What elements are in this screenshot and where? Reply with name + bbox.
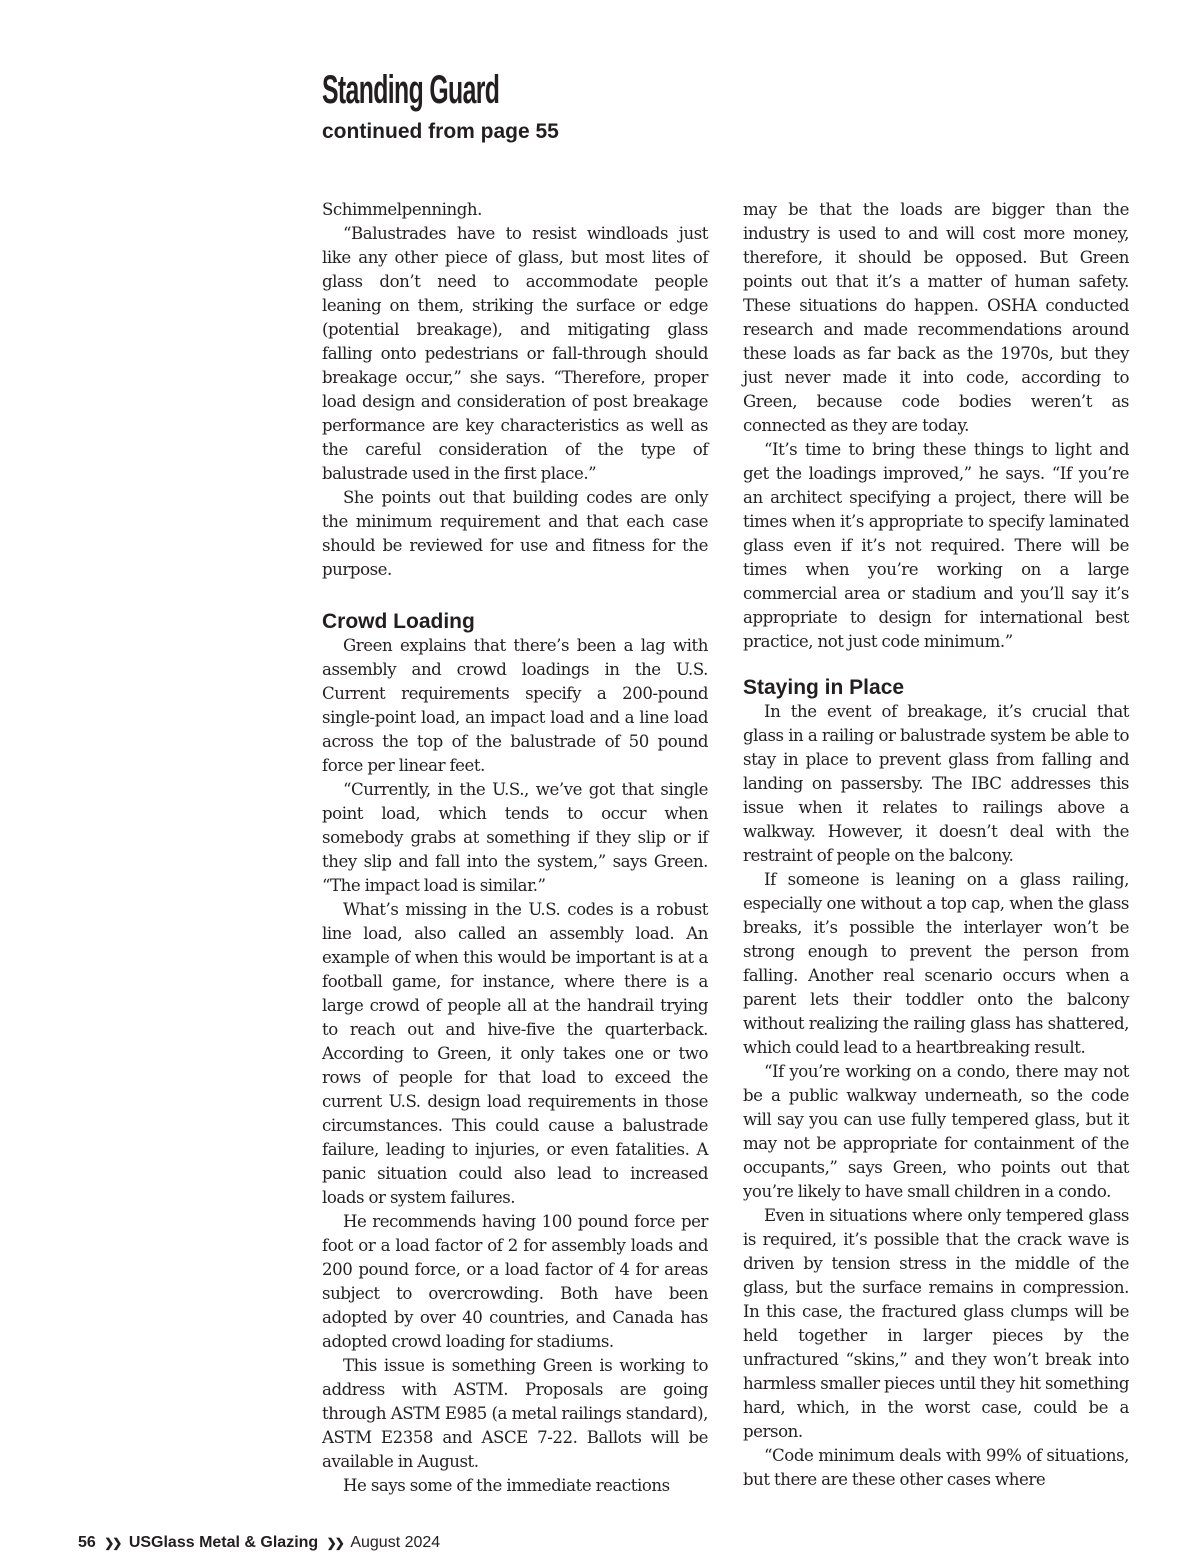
publication-name: USGlass Metal & Glazing [128,1534,319,1551]
paragraph: “Currently, in the U.S., we’ve got that single point load, which tends to occur when somebody grabs at something if they slip or if they slip and fall into the system,” says Green. “The impact load is similar.” [322,780,708,895]
paragraph: “It’s time to bring these things to light and get the loadings improved,” he says. “If you’re an architect specifying a project, there will be times when it’s appropriate to specify laminated glass even if it’s not required. There will be times when you’re working on a large commercial area or stadium and you’ll say it’s appropriate to design for international best practice, not just code minimum.” [743,440,1129,651]
paragraph: may be that the loads are bigger than the industry is used to and will cost more money, therefore, it should be opposed. But Green points out that it’s a matter of human safety. These situations do happen. OSHA conducted research and made recommendations around these loads as far back as the 1970s, but they just never made it into code, according to Green, because code bodies weren’t as connected as they are today. [743,200,1129,435]
page-number: 56 [78,1534,96,1551]
page-title: Standing Guard [322,68,500,112]
section-heading-crowd-loading: Crowd Loading [322,610,475,633]
paragraph: In the event of breakage, it’s crucial that glass in a railing or balustrade system be able to stay in place to prevent glass from falling and landing on passersby. The IBC addresses this issue when it relates to railings above a walkway. However, it doesn’t deal with the restraint of people on the balcony. [743,702,1129,865]
section-heading-staying-in-place: Staying in Place [743,676,905,699]
page-footer [78,1533,440,1553]
paragraph: “If you’re working on a condo, there may not be a public walkway underneath, so the code will say you can use fully tempered glass, but it may not be appropriate for containment of the occupants,” says Green, who points out that you’re likely to have small children in a condo. [743,1062,1129,1201]
paragraph: If someone is leaning on a glass railing, especially one without a top cap, when the glass breaks, it’s possible the interlayer won’t be strong enough to prevent the person from falling. Another real scenario occurs when a parent lets their toddler onto the balcony without realizing the railing glass has shattered, which could lead to a heartbreaking result. [743,870,1129,1057]
paragraph: He recommends having 100 pound force per foot or a load factor of 2 for assembly loads and 200 pound force, or a load factor of 4 for areas subject to overcrowding. Both have been adopted by over 40 countries, and Canada has adopted crowd loading for stadiums. [322,1212,708,1351]
paragraph: This issue is something Green is working to address with ASTM. Proposals are going through ASTM E985 (a metal railings standard), ASTM E2358 and ASCE 7-22. Ballots will be available in August. [322,1356,708,1471]
paragraph: She points out that building codes are only the minimum requirement and that each case should be reviewed for use and fitness for the purpose. [322,488,708,579]
separator-chevrons: ❯❯ [104,1536,121,1550]
paragraph: He says some of the immediate reactions [343,1476,670,1495]
paragraph: Even in situations where only tempered glass is required, it’s possible that the crack wave is driven by tension stress in the middle of the glass, but the surface remains in compression. In this case, the fractured glass clumps will be held together in larger pieces by the unfractured “skins,” and they won’t break into harmless smaller pieces until they hit something hard, which, in the worst case, could be a person. [743,1206,1129,1441]
article-column-left [322,198,708,1498]
paragraph: “Code minimum deals with 99% of situations, but there are these other cases where [743,1446,1129,1489]
issue-date: August 2024 [350,1534,441,1551]
paragraph: “Balustrades have to resist windloads just like any other piece of glass, but most lites of glass don’t need to accommodate people leaning on them, striking the surface or edge (potential breakage), and mitigating glass falling onto pedestrians or fall-through should breakage occur,” she says. “Therefore, proper load design and consideration of post breakage performance are key characteristics as well as the careful consideration of the type of balustrade used in the first place.” [322,224,708,483]
article-column-right [743,198,1129,1492]
paragraph: Green explains that there’s been a lag with assembly and crowd loadings in the U.S. Current requirements specify a 200-pound single-point load, an impact load and a line load across the top of the balustrade of 50 pound force per linear feet. [322,636,708,775]
separator-chevrons: ❯❯ [326,1536,343,1550]
paragraph: What’s missing in the U.S. codes is a robust line load, also called an assembly load. An example of when this would be important is at a football game, for instance, where there is a large crowd of people all at the handrail trying to reach out and hive-five the quarterback. According to Green, it only takes one or two rows of people for that load to exceed the current U.S. design load requirements in those circumstances. This could cause a balustrade failure, leading to injuries, or even fatalities. A panic situation could also lead to increased loads or system failures. [322,900,708,1207]
continued-from-line: continued from page 55 [322,120,559,143]
paragraph: Schimmelpenningh. [322,200,482,219]
